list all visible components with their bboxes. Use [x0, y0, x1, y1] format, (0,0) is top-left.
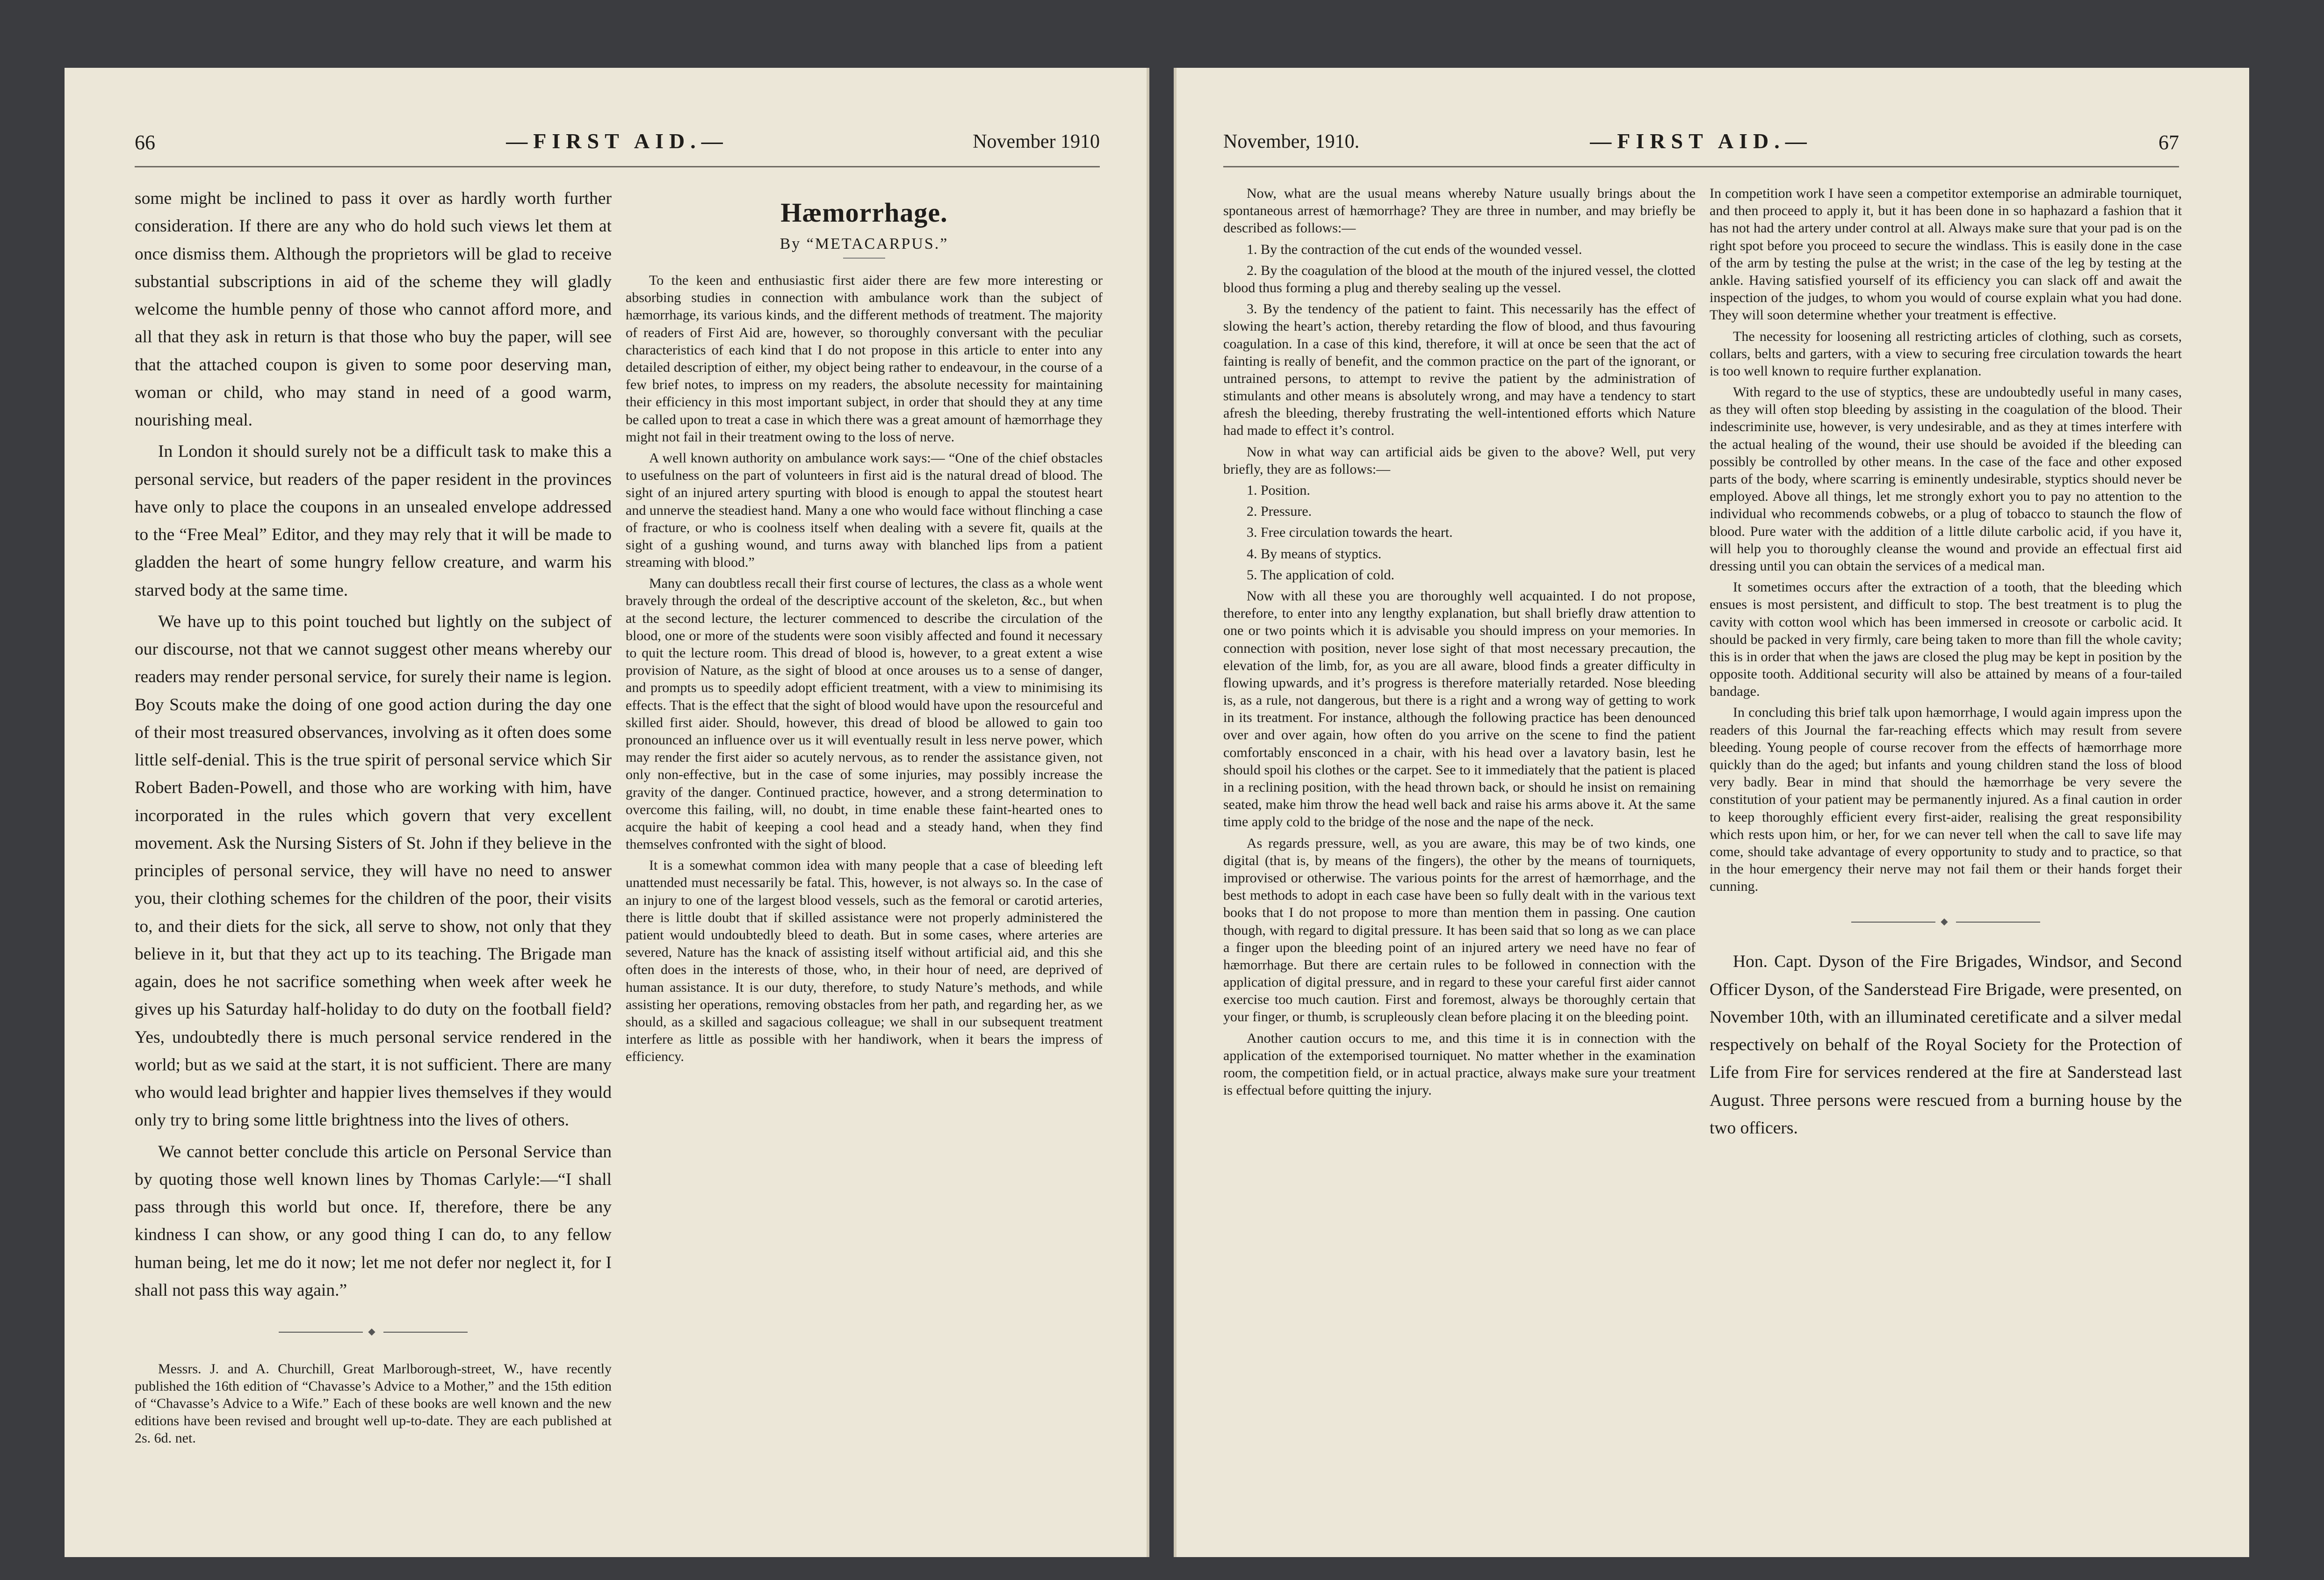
- issue-date: November 1910: [973, 131, 1100, 152]
- paragraph: In London it should surely not be a difficult task to make this a personal service, but readers of the paper resident in the provinces have only to place the coupons in an unsealed envelope addressed to the “Free Meal” Editor, and they may rely that it will be made to gladden the heart of some hungry fellow creature, and warm his starved body at the same time.: [135, 442, 612, 600]
- left-page: [65, 68, 1149, 1557]
- article-title: Hæmorrhage.: [780, 197, 948, 228]
- list-item: 3. Free circulation towards the heart.: [1247, 525, 1453, 541]
- paragraph: some might be inclined to pass it over as hardly worth further consideration. If there are any who do hold such views let them at once dismiss them. Although the proprietors will be glad to receive substantial subscriptions in aid of the scheme they will gladly welcome the humble penny of those who cannot afford more, and all that they ask in return is that those who buy the paper, will see that the attached coupon is given to some poor deserving man, woman or child, who may stand in need of a good warm, nourishing meal.: [135, 189, 612, 430]
- paragraph: It is a somewhat common idea with many people that a case of bleeding left unattended must necessarily be fatal. This, however, is not always so. In the case of an injury to one of the largest blood vessels, such as the femoral or carotid arteries, there is little doubt that if skilled assistance were not properly administered the patient would undoubtedly bleed to death. But in some cases, where arteries are severed, Nature has the knack of assisting itself without artificial aid, and this she often does in the interests of those, who, in their hour of need, are deprived of human assistance. It is our duty, therefore, to study Nature’s methods, and while assisting her operations, removing obstacles from her path, and regarding her, as we should, as a skilled and sagacious colleague; we shall in our subsequent treatment interfere as little as possible with her handiwork, when it bears the impress of efficiency.: [626, 858, 1103, 1065]
- paragraph: We cannot better conclude this article on Personal Service than by quoting those well known lines by Thomas Carlyle:—“I shall pass through this world but once. If, therefore, there be any kindness I can show, or any good thing I can do, to any fellow human being, let me do it now; let me not defer nor neglect it, for I shall not pass this way again.”: [135, 1142, 612, 1300]
- left-page-header: [135, 124, 1100, 167]
- list-item: 3. By the tendency of the patient to faint. This necessarily has the effect of slowing the heart’s action, thereby retarding the flow of blood, and thus favouring coagulation. In a case of this kind, therefore, it will at once be seen that the act of fainting is really of benefit, and the common practice on the part of the ignorant, or untrained persons, to attempt to revive the patient by the administration of stimulants and other means is absolutely wrong, and may have a tendency to start afresh the bleeding, thereby frustrating the well-intentioned efforts which Nature had made to effect it’s control.: [1223, 301, 1696, 439]
- ornament-divider: ◆: [1710, 916, 2182, 928]
- list-item: 5. The application of cold.: [1247, 567, 1395, 583]
- page-number: 66: [135, 131, 155, 154]
- list-item: 1. Position.: [1247, 483, 1310, 498]
- dyson-notice: Hon. Capt. Dyson of the Fire Brigades, Windsor, and Second Officer Dyson, of the Sanderstead Fire Brigade, were presented, on November 10th, with an illuminated ceretificate and a silver medal respectively on behalf of the Royal Society for the Protection of Life from Fire for services rendered at the fire at Sanderstead last August. Three persons were rescued from a burning house by the two officers.: [1710, 952, 2182, 1138]
- left-column-personal-service: [135, 185, 612, 1501]
- paragraph: As regards pressure, well, as you are aware, this may be of two kinds, one digital (that is, by means of the fingers), the other by the means of tourniquets, improvised or otherwise. The various points for the arrest of hæmorrhage, and the best methods to adopt in each case have been so fully dealt with in the various text books that I do not propose to more than mention them in passing. One caution though, with regard to digital pressure. It has been said that so long as we can place a finger upon the bleeding point of an injured artery we need have no fear of hæmorrhage. But there are certain rules to be followed in connection with the application of digital pressure, and in regard to these your careful first aider cannot exercise too much caution. First and foremost, always be thoroughly certain that your finger, or thumb, is scrupleously clean before placing it on the bleeding point.: [1223, 835, 1696, 1025]
- paragraph: In concluding this brief talk upon hæmorrhage, I would again impress upon the readers of this Journal the far-reaching effects which may result from severe bleeding. Young people of course recover from the effects of hæmorrhage more quickly than do the aged; but infants and young children stand the loss of blood very badly. Bear in mind that should the hæmorrhage be very severe the constitution of your patient may be permanently injured. As a final caution in order to keep thoroughly efficient every first-aider, realising the great responsibility which rests upon him, or her, for we can never tell when the call to save life may come, should take advantage of every opportunity to study and to practice, so that in the hour emergency their nerve may not fail them or their hands forget their cunning.: [1710, 705, 2182, 895]
- right-column-2: [1710, 185, 2182, 1501]
- paragraph: Many can doubtless recall their first course of lectures, the class as a whole went bravely through the ordeal of the descriptive account of the skeleton, &c., but when at the second lecture, the lecturer commenced to describe the circulation of the blood, one or more of the students were soon visibly affected and found it necessary to quit the lecture room. This dread of blood is, however, to a great extent a wise provision of Nature, as the sight of blood at once arouses us to a sense of danger, and prompts us to speedily adopt efficient treatment, with a view to minimising its effects. That is the effect that the sight of blood would have upon the resourceful and skilled first aider. Should, however, this dread of blood be allowed to gain too pronounced an influence over us it will eventually result in less nerve power, which may render the first aider so acutely nervous, as to render the assistance given, not only non-effective, but in the case of some injuries, may possibly increase the gravity of the danger. Continued practice, however, and a strong determination to overcome this failing, will, no doubt, in time enable these faint-hearted ones to acquire the habit of keeping a cool head and a steady hand, when they find themselves confronted with the sight of blood.: [626, 576, 1103, 852]
- list-item: 2. Pressure.: [1247, 504, 1312, 519]
- paragraph: We have up to this point touched but lightly on the subject of our discourse, not that we cannot suggest other means whereby our readers may render personal service, for surely their name is legion. Boy Scouts make the doing of one good action during the day one of their most treasured observances, involving as it often does some little self-denial. This is the true spirit of personal service which Sir Robert Baden-Powell, and those who are working with him, have incorporated in the rules which govern that very excellent movement. Ask the Nursing Sisters of St. John if they believe in the principles of personal service, they will have no need to answer you, their clothing schemes for the children of the poor, their visits to, and their diets for the sick, all serve to show, not only that they believe in it, but that they act up to its teaching. The Brigade man again, does he not sacrifice something when week after week he gives up his Saturday half-holiday to do duty on the football field? Yes, undoubtedly there is much personal service rendered in the world; but as we said at the start, it is not sufficient. There are many who would lead brighter and happier lives themselves if they would only try to bring some little brightness into the lives of others.: [135, 612, 612, 1130]
- masthead-title: —FIRST AID.—: [506, 129, 729, 153]
- divider: [843, 258, 885, 259]
- paragraph: Another caution occurs to me, and this time it is in connection with the application of the extemporised tourniquet. No matter whether in the examination room, the competition field, or in actual practice, always make sure your treatment is effectual before quitting the injury.: [1223, 1030, 1696, 1098]
- paragraph: In competition work I have seen a competitor extemporise an admirable tourniquet, and then proceed to apply it, but it has been done in so haphazard a fashion that it has not had the artery under control at all. Always make sure that your pad is on the right spot before you proceed to secure the windlass. This is easily done in the case of the arm by testing the pulse at the wrist; in the case of the leg by testing at the ankle. Having satisfied yourself of its efficiency you can slack off and await the inspection of the judges, to whom you would of course explain what you had done. They will soon determine whether your treatment is effective.: [1710, 186, 2182, 323]
- paragraph: With regard to the use of styptics, these are undoubtedly useful in many cases, as they will often stop bleeding by assisting in the coagulation of the blood. Their indescriminite use, however, is very undesirable, and as they at times interfere with the actual healing of the wound, their use should be avoided if the bleeding can possibly be controlled by other means. In the case of the face and other exposed parts of the body, where scarring is eminently undesirable, styptics should never be employed. Above all things, let me strongly exhort you to pay no attention to the individual who recommends cobwebs, or a plug of tobacco to staunch the flow of blood. Pure water with the addition of a little dilute carbolic acid, if you have it, will help you to thoroughly cleanse the wound and provide an effectual first aid dressing until you can obtain the services of a medical man.: [1710, 384, 2182, 574]
- paragraph: Now in what way can artificial aids be given to the above? Well, put very briefly, they are as follows:—: [1223, 444, 1696, 477]
- right-page: [1174, 68, 2249, 1557]
- list-item: 4. By means of styptics.: [1247, 546, 1382, 562]
- list-item: 1. By the contraction of the cut ends of the wounded vessel.: [1247, 241, 1582, 257]
- list-item: 2. By the coagulation of the blood at the mouth of the injured vessel, the clotted blood thus forming a plug and thereby sealing up the vessel.: [1223, 262, 1696, 296]
- paragraph: It sometimes occurs after the extraction of a tooth, that the bleeding which ensues is most persistent, and difficult to stop. The best treatment is to plug the cavity with cotton wool which has been immersed in creosote or carbolic acid. It should be packed in very firmly, care being taken to more than fill the whole cavity; this is in order that when the jaws are closed the plug may be kept in position by the opposite tooth. Additional security will also be attained by means of a four-tailed bandage.: [1710, 579, 2182, 700]
- churchill-notice: Messrs. J. and A. Churchill, Great Marlborough-street, W., have recently published the 16th edition of “Chavasse’s Advice to a Mother,” and the 15th edition of “Chavasse’s Advice to a Wife.” Each of these books are well known and the new editions have been revised and brought well up-to-date. They are each published at 2s. 6d. net.: [135, 1361, 612, 1446]
- right-column-1: [1223, 185, 1696, 1501]
- paragraph: To the keen and enthusiastic first aider there are few more interesting or absorbing studies in connection with ambulance work than the subject of hæmorrhage, its various kinds, and the different methods of treatment. The majority of readers of First Aid are, however, so thoroughly conversant with the peculiar characteristics of each kind that I do not propose in this article to enter into any detailed description of either, my object being rather to endeavour, in the course of a few brief notes, to impress on my readers, the absolute necessity for maintaining their efficiency in this most important subject, in order that should they at any time be called upon to treat a case in which there was a great amount of hæmorrhage they might not fail in their treatment owing to the loss of nerve.: [626, 273, 1103, 445]
- article-haemorrhage: [626, 185, 1103, 1501]
- paragraph: The necessity for loosening all restricting articles of clothing, such as corsets, collars, belts and garters, with a view to securing free circulation towards the heart is too well known to require further explanation.: [1710, 328, 2182, 379]
- ornament-divider: ◆: [135, 1325, 612, 1340]
- article-byline: By “METACARPUS.”: [779, 235, 949, 253]
- page-number: 67: [2158, 131, 2179, 154]
- masthead-title: —FIRST AID.—: [1590, 129, 1812, 153]
- paragraph: A well known authority on ambulance work says:— “One of the chief obstacles to usefulness on the part of volunteers in first aid is the natural dread of blood. The sight of an injured artery spurting with blood is enough to appal the stoutest heart and unnerve the steadiest hand. Many a one who would face without flinching a case of fracture, or who is coolness itself when dealing with a severe fit, quails at the sight of a gushing wound, and turns away with blanched lips from a patient streaming with blood.”: [626, 450, 1103, 570]
- paragraph: Now, what are the usual means whereby Nature usually brings about the spontaneous arrest of hæmorrhage? They are three in number, and may briefly be described as follows:—: [1223, 186, 1696, 236]
- paragraph: Now with all these you are thoroughly well acquainted. I do not propose, therefore, to enter into any lengthy explanation, but shall briefly draw attention to one or two points which it is advisable you should impress on your memories. In connection with position, never lose sight of that most necessary precaution, the elevation of the limb, for, as you are all aware, blood finds a greater difficulty in flowing upwards, and it’s progress is therefore materially retarded. Nose bleeding is, as a rule, not dangerous, but there is a right and a wrong way of getting to work in its treatment. For instance, although the following practice has been denounced over and over again, how often do you arrive on the scene to find the patient comfortably ensconced in a chair, with his head over a lavatory basin, lest he should spoil his clothes or the carpet. See to it immediately that the patient is placed in a reclining position, with the head thrown back, or should he insist on remaining seated, make him throw the head well back and raise his arms above it. At the same time apply cold to the bridge of the nose and the nape of the neck.: [1223, 588, 1696, 830]
- right-page-header: [1223, 124, 2179, 167]
- issue-date: November, 1910.: [1223, 131, 1360, 152]
